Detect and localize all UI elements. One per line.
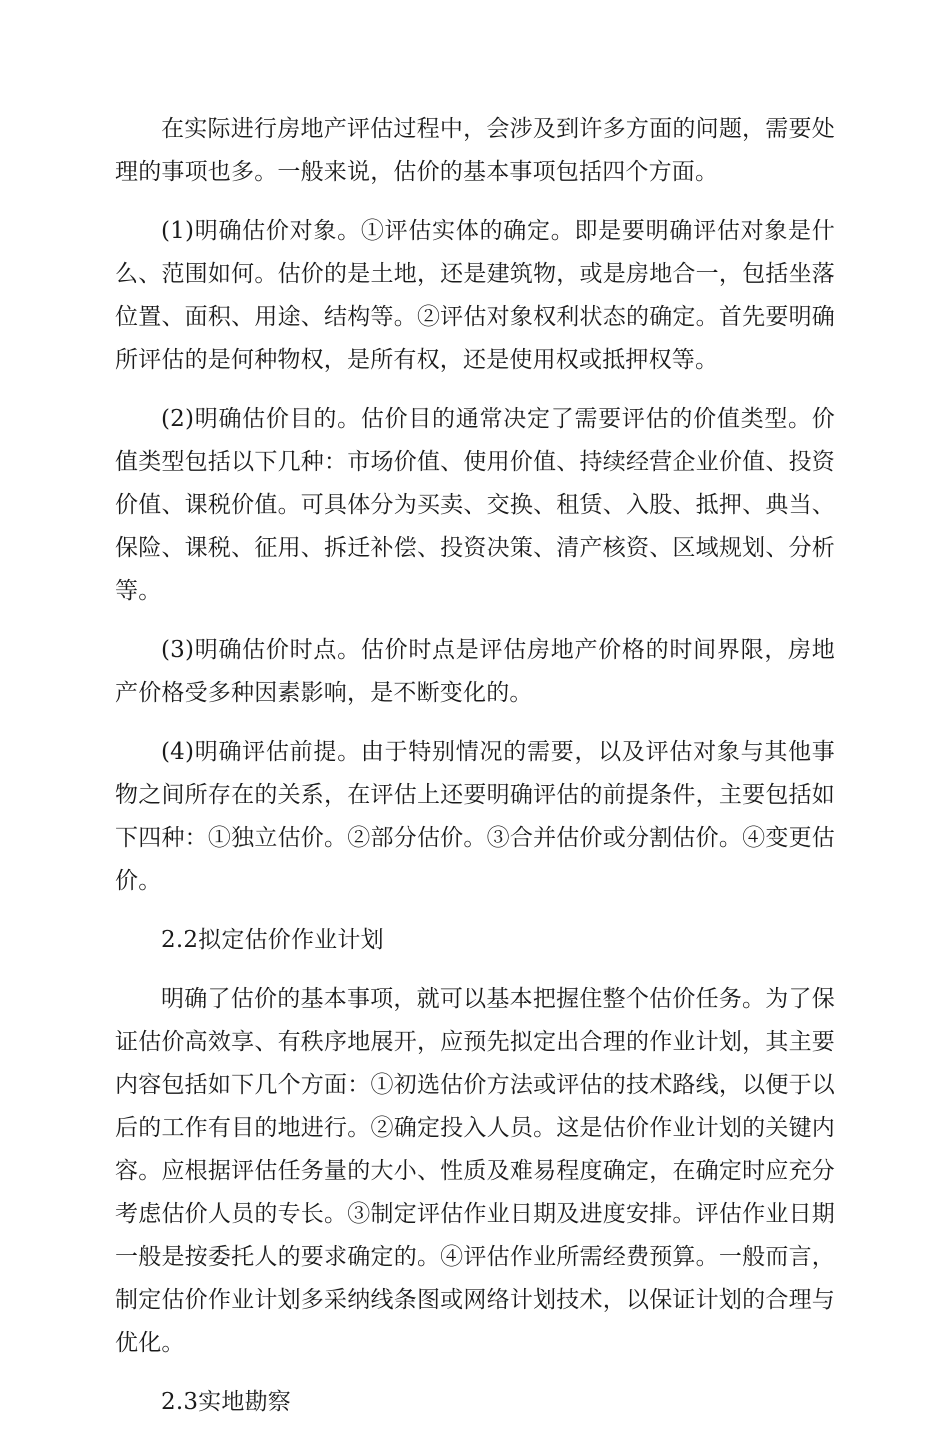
paragraph-section-2-2: 明确了估价的基本事项，就可以基本把握住整个估价任务。为了保证估价高效享、有秩序地展开，应预先拟定出合理的作业计划，其主要内容包括如下几个方面：①初选估价方法或评估的技术路线，以便于以后的工作有目的地进行。②确定投入人员。这是估价作业计划的关键内容。应根据评估任务量的大小、性质及难易程度确定，在确定时应充分考虑估价人员的专长。③制定评估作业日期及进度安排。评估作业日期一般是按委托人的要求确定的。④评估作业所需经费预算。一般而言，制定估价作业计划多采纳线条图或网络计划技术，以保证计划的合理与优化。 <box>115 986 835 1356</box>
paragraph-item-3: (3)明确估价时点。估价时点是评估房地产价格的时间界限，房地产价格受多种因素影响，是不断变化的。 <box>115 637 835 706</box>
paragraph-item-2: (2)明确估价目的。估价目的通常决定了需要评估的价值类型。价值类型包括以下几种：市场价值、使用价值、持续经营企业价值、投资价值、课税价值。可具体分为买卖、交换、租赁、入股、抵押、典当、保险、课税、征用、拆迁补偿、投资决策、清产核资、区域规划、分析等。 <box>115 406 835 604</box>
section-heading-2-3: 2.3实地勘察 <box>161 1389 291 1415</box>
section-heading-2-2: 2.2拟定估价作业计划 <box>161 927 384 953</box>
document-body <box>115 108 835 1440</box>
paragraph-item-1: (1)明确估价对象。①评估实体的确定。即是要明确评估对象是什么、范围如何。估价的是土地，还是建筑物，或是房地合一，包括坐落位置、面积、用途、结构等。②评估对象权利状态的确定。首先要明确所评估的是何种物权，是所有权，还是使用权或抵押权等。 <box>115 218 835 373</box>
paragraph-intro: 在实际进行房地产评估过程中，会涉及到许多方面的问题，需要处理的事项也多。一般来说，估价的基本事项包括四个方面。 <box>115 116 835 185</box>
paragraph-item-4: (4)明确评估前提。由于特别情况的需要，以及评估对象与其他事物之间所存在的关系，在评估上还要明确评估的前提条件，主要包括如下四种：①独立估价。②部分估价。③合并估价或分割估价。④变更估价。 <box>115 739 835 894</box>
